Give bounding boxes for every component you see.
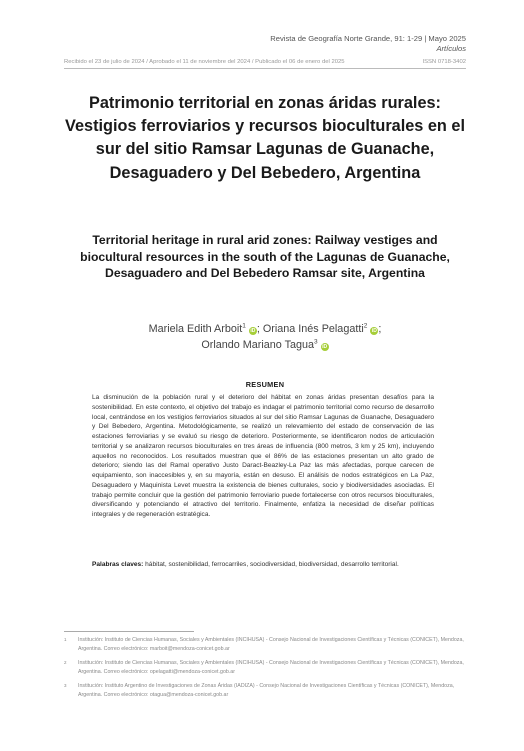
journal-citation: Revista de Geografía Norte Grande, 91: 1-29 | Mayo 2025: [270, 34, 466, 43]
footnote: [64, 682, 472, 700]
keywords-list: hábitat, sostenibilidad, ferrocarriles, sociodiversidad, biodiversidad, desarrollo territorial.: [145, 561, 399, 568]
footnote-divider: [64, 631, 194, 632]
publication-dates: Recibido el 23 de julio de 2024 / Aprobado el 11 de noviembre del 2024 / Publicado el 06 de enero del 2025: [64, 59, 345, 65]
footnote: [64, 659, 472, 677]
author-name: Mariela Edith Arboit: [148, 323, 243, 335]
header-divider: [64, 68, 466, 69]
section-label: Artículos: [436, 44, 466, 53]
footnote: [64, 636, 472, 654]
footnote-text: Institución: Instituto de Ciencias Humanas, Sociales y Ambientales (INCIHUSA) - Consejo Nacional de Investigaciones Científicas y Técnicas (CONICET), Mendoza, Argentina. Correo electrónico: marboit@mendoza-conicet.gob.ar: [78, 637, 464, 652]
keywords: [92, 560, 434, 570]
footnote-text: Institución: Instituto Argentino de Investigaciones de Zonas Áridas (IADIZA) - Consejo Nacional de Investigaciones Científicas y Técnicas (CONICET), Mendoza, Argentina. Correo electrónico: otagua@mendoza-conicet.gob.ar: [78, 683, 455, 698]
author-affiliation-mark: 1: [242, 322, 246, 330]
orcid-icon[interactable]: iD: [371, 328, 377, 334]
keywords-label: Palabras claves:: [92, 561, 144, 568]
author: [263, 323, 381, 335]
author: [149, 323, 263, 335]
author-separator: ;: [378, 323, 382, 335]
orcid-icon[interactable]: iD: [250, 328, 256, 334]
author-affiliation-mark: 2: [363, 322, 368, 330]
footnote-number: 1: [64, 637, 67, 642]
title-english: Territorial heritage in rural arid zones: Railway vestiges and biocultural resources in the south of the Lagunas de Guanache, Desaguadero and Del Bebedero Ramsar site, Argentina: [80, 233, 450, 281]
author-list: [64, 322, 466, 353]
footnote-text: Institución: Instituto de Ciencias Humanas, Sociales y Ambientales (INCIHUSA) - Consejo Nacional de Investigaciones Científicas y Técnicas (CONICET), Mendoza, Argentina. Correo electrónico: opelagatti@mendoza-conicet.gob.ar: [78, 660, 464, 675]
author-separator: ;: [256, 323, 263, 335]
author: [201, 339, 328, 351]
issn: ISSN 0718-3402: [422, 59, 466, 65]
author-name: Oriana Inés Pelagatti: [262, 323, 364, 335]
abstract-text: La disminución de la población rural y el deterioro del hábitat en zonas áridas presentan desafíos para la sostenibilidad. En este contexto, el objetivo del trabajo es indagar el patrimonio territorial como recurso de desarrollo local, centrándose en los vestigios ferroviarios situados al sur del sitio Ramsar Lagunas de Guanache, Desaguadero y Del Bebedero, Argentina. Metodológicamente, se realizó un relevamiento del estado de conservación de las estaciones ferroviarias y se evaluó su riesgo de deterioro. Posteriormente, se identificaron nodos de articulación territorial y se analizaron recursos bioculturales en tres áreas de influencia (800 metros, 3 km y 25 km), incluyendo aquellos no reconocidos. Los resultados muestran que el 86% de las estaciones presentan un alto grado de deterioro; siendo las del Ramal operativo Justo Daract-Beazley-La Paz las más afectadas, porque carecen de equipamiento, son inaccesibles y, en su mayoría, están en desuso. El análisis de nodos estratégicos en La Paz, Desaguadero y Maquinista Levet muestra la existencia de bienes culturales, socio y biodiversidades asociadas. El trabajo permite concluir que la gestión del patrimonio ferroviario puede fortalecerse con otros recursos bioculturales, diversificando y potenciando el atractivo del territorio. Finalmente, enfatiza la necesidad de diseñar políticas integrales y de regeneración estratégica.: [92, 394, 434, 518]
title-spanish: Patrimonio territorial en zonas áridas rurales: Vestigios ferroviarios y recursos bioculturales en el sur del sitio Ramsar Lagunas de Guanache, Desaguadero y Del Bebedero, Argentina: [65, 94, 465, 182]
footnote-number: 2: [64, 660, 67, 665]
author-name: Orlando Mariano Tagua: [201, 338, 314, 351]
orcid-icon[interactable]: iD: [322, 343, 328, 350]
author-affiliation-mark: 3: [314, 337, 318, 345]
abstract-heading: RESUMEN: [245, 380, 285, 389]
footnote-number: 3: [64, 683, 67, 688]
